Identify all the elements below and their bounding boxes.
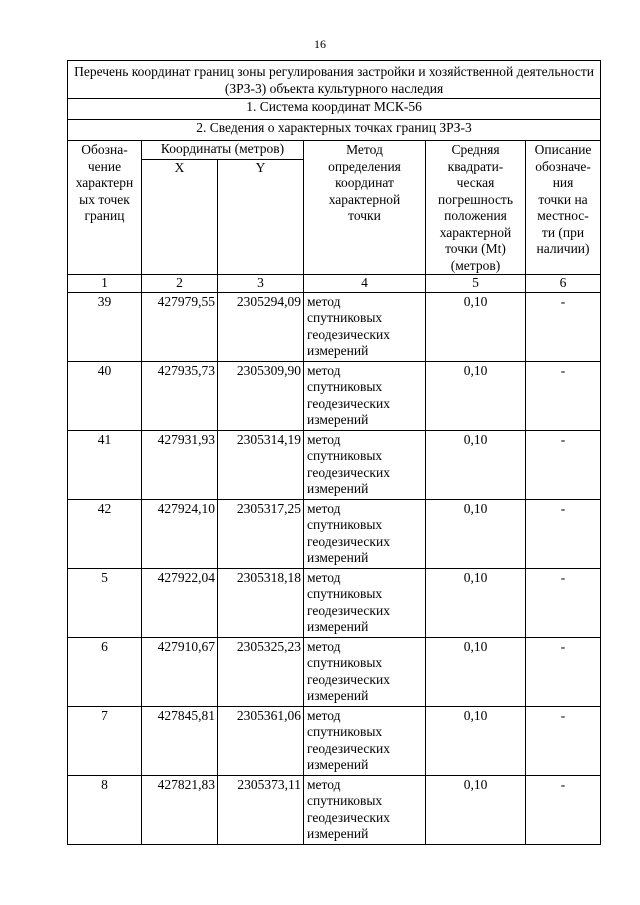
point-id-cell: 40 bbox=[68, 361, 142, 430]
method-cell: метод спутниковых геодезических измерений bbox=[304, 775, 426, 844]
table-row bbox=[68, 292, 601, 361]
description-cell: - bbox=[526, 292, 601, 361]
header-y: Y bbox=[218, 160, 304, 275]
x-coordinate-cell: 427910,67 bbox=[142, 637, 218, 706]
method-cell: метод спутниковых геодезических измерений bbox=[304, 361, 426, 430]
x-coordinate-cell: 427821,83 bbox=[142, 775, 218, 844]
error-cell: 0,10 bbox=[426, 775, 526, 844]
method-cell: метод спутниковых геодезических измерений bbox=[304, 292, 426, 361]
method-cell: метод спутниковых геодезических измерений bbox=[304, 430, 426, 499]
description-cell: - bbox=[526, 775, 601, 844]
y-coordinate-cell: 2305373,11 bbox=[218, 775, 304, 844]
method-cell: метод спутниковых геодезических измерений bbox=[304, 637, 426, 706]
column-number: 3 bbox=[218, 275, 304, 293]
header-method: Метод определения координат характерной точки bbox=[304, 141, 426, 275]
x-coordinate-cell: 427979,55 bbox=[142, 292, 218, 361]
method-cell: метод спутниковых геодезических измерений bbox=[304, 568, 426, 637]
point-id-cell: 7 bbox=[68, 706, 142, 775]
y-coordinate-cell: 2305294,09 bbox=[218, 292, 304, 361]
column-number: 1 bbox=[68, 275, 142, 293]
x-coordinate-cell: 427931,93 bbox=[142, 430, 218, 499]
x-coordinate-cell: 427922,04 bbox=[142, 568, 218, 637]
description-cell: - bbox=[526, 361, 601, 430]
error-cell: 0,10 bbox=[426, 430, 526, 499]
coordinate-system: 1. Система координат МСК-56 bbox=[68, 99, 601, 120]
error-cell: 0,10 bbox=[426, 568, 526, 637]
error-cell: 0,10 bbox=[426, 292, 526, 361]
table-row bbox=[68, 430, 601, 499]
point-id-cell: 6 bbox=[68, 637, 142, 706]
description-cell: - bbox=[526, 568, 601, 637]
x-coordinate-cell: 427935,73 bbox=[142, 361, 218, 430]
point-id-cell: 41 bbox=[68, 430, 142, 499]
column-number: 6 bbox=[526, 275, 601, 293]
y-coordinate-cell: 2305314,19 bbox=[218, 430, 304, 499]
point-id-cell: 8 bbox=[68, 775, 142, 844]
error-cell: 0,10 bbox=[426, 361, 526, 430]
header-description: Описание обозначе- ния точки на местнос- ти (при наличии) bbox=[526, 141, 601, 275]
header-x: X bbox=[142, 160, 218, 275]
table-row bbox=[68, 499, 601, 568]
point-id-cell: 39 bbox=[68, 292, 142, 361]
description-cell: - bbox=[526, 499, 601, 568]
description-cell: - bbox=[526, 706, 601, 775]
table-row bbox=[68, 706, 601, 775]
column-number: 4 bbox=[304, 275, 426, 293]
table-row bbox=[68, 775, 601, 844]
header-coordinates: Координаты (метров) bbox=[142, 141, 304, 160]
page-number: 16 bbox=[314, 37, 326, 51]
point-id-cell: 5 bbox=[68, 568, 142, 637]
x-coordinate-cell: 427924,10 bbox=[142, 499, 218, 568]
y-coordinate-cell: 2305318,18 bbox=[218, 568, 304, 637]
error-cell: 0,10 bbox=[426, 706, 526, 775]
table-row bbox=[68, 361, 601, 430]
y-coordinate-cell: 2305309,90 bbox=[218, 361, 304, 430]
method-cell: метод спутниковых геодезических измерений bbox=[304, 499, 426, 568]
y-coordinate-cell: 2305361,06 bbox=[218, 706, 304, 775]
points-info-heading: 2. Сведения о характерных точках границ ЗРЗ-3 bbox=[68, 120, 601, 141]
column-number: 2 bbox=[142, 275, 218, 293]
description-cell: - bbox=[526, 430, 601, 499]
point-id-cell: 42 bbox=[68, 499, 142, 568]
header-error: Средняя квадрати- ческая погрешность положения характерной точки (Mt) (метров) bbox=[426, 141, 526, 275]
column-numbers-row bbox=[68, 275, 601, 293]
table-row bbox=[68, 637, 601, 706]
description-cell: - bbox=[526, 637, 601, 706]
method-cell: метод спутниковых геодезических измерений bbox=[304, 706, 426, 775]
y-coordinate-cell: 2305325,23 bbox=[218, 637, 304, 706]
coordinates-table bbox=[67, 60, 601, 845]
table-row bbox=[68, 568, 601, 637]
x-coordinate-cell: 427845,81 bbox=[142, 706, 218, 775]
table-title: Перечень координат границ зоны регулирования застройки и хозяйственной деятельности (ЗРЗ-3) объекта культурного наследия bbox=[68, 61, 601, 99]
error-cell: 0,10 bbox=[426, 499, 526, 568]
error-cell: 0,10 bbox=[426, 637, 526, 706]
header-point-id: Обозна- чение характерн ых точек границ bbox=[68, 141, 142, 275]
y-coordinate-cell: 2305317,25 bbox=[218, 499, 304, 568]
column-number: 5 bbox=[426, 275, 526, 293]
